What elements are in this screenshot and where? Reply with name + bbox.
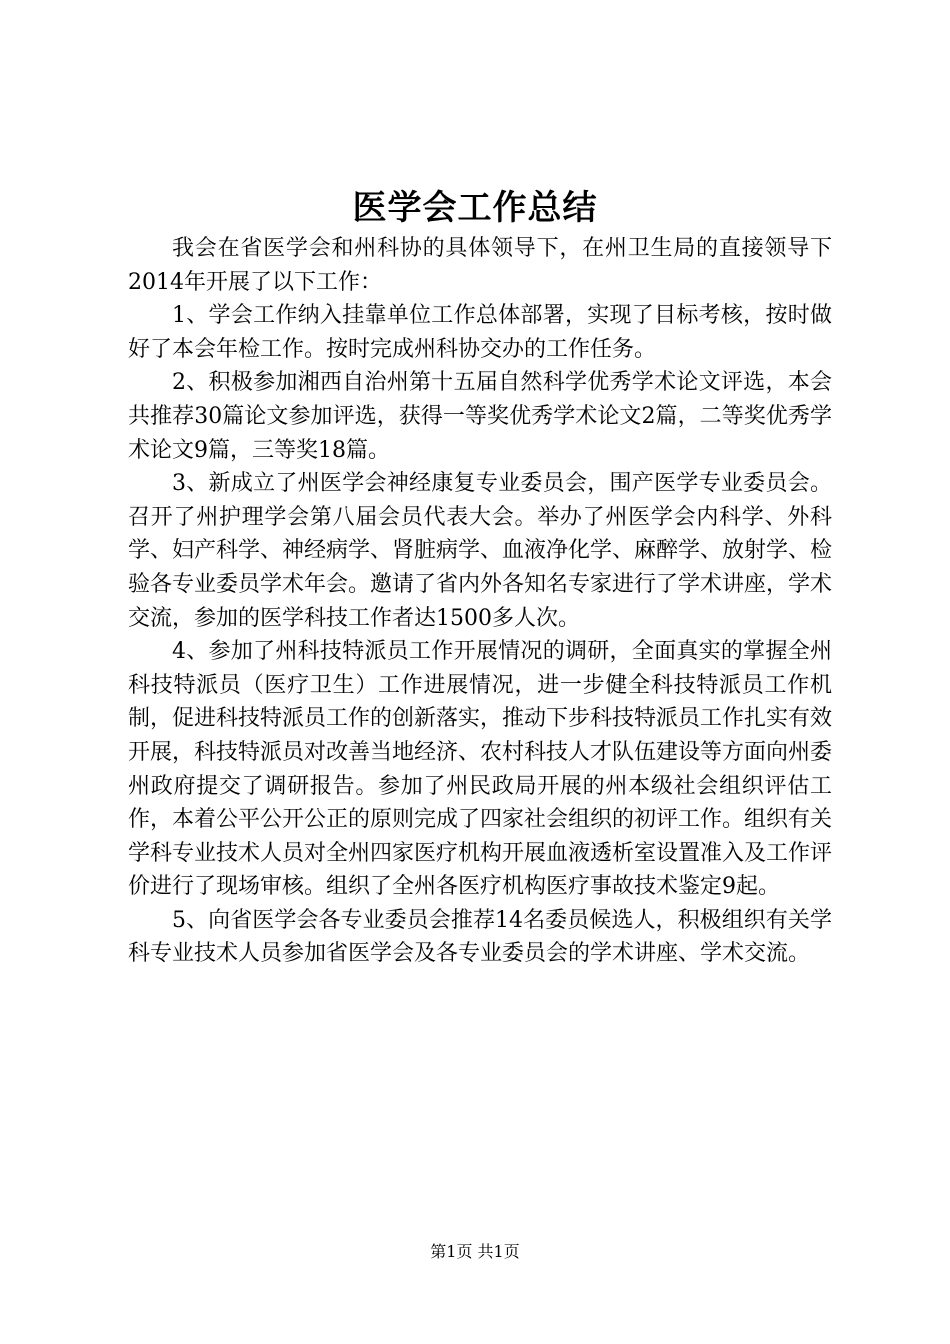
paragraph-item-3: 3、新成立了州医学会神经康复专业委员会，围产医学专业委员会。召开了州护理学会第八届会员代表大会。举办了州医学会内科学、外科学、妇产科学、神经病学、肾脏病学、血液净化学、麻醉学、放射学、检验各专业委员学术年会。邀请了省内外各知名专家进行了学术讲座，学术交流，参加的医学科技工作者达1500多人次。 [128, 471, 833, 631]
paragraph-intro: 我会在省医学会和州科协的具体领导下，在州卫生局的直接领导下2014年开展了以下工作： [128, 236, 832, 295]
paragraph-item-5: 5、向省医学会各专业委员会推荐14名委员候选人，积极组织有关学科专业技术人员参加省医学会及各专业委员会的学术讲座、学术交流。 [128, 907, 832, 967]
paragraph-item-2: 2、积极参加湘西自治州第十五届自然科学优秀学术论文评选，本会共推荐30篇论文参加评选，获得一等奖优秀学术论文2篇，二等奖优秀学术论文9篇，三等奖18篇。 [128, 370, 832, 463]
document-title: 医学会工作总结 [352, 188, 598, 228]
document-body [128, 232, 832, 971]
page-footer: 第1页 共1页 [430, 1242, 520, 1261]
paragraph-item-1: 1、学会工作纳入挂靠单位工作总体部署，实现了目标考核，按时做好了本会年检工作。按时完成州科协交办的工作任务。 [128, 303, 832, 362]
paragraph-item-4: 4、参加了州科技特派员工作开展情况的调研，全面真实的掌握全州科技特派员（医疗卫生）工作进展情况，进一步健全科技特派员工作机制，促进科技特派员工作的创新落实，推动下步科技特派员工作扎实有效开展，科技特派员对改善当地经济、农村科技人才队伍建设等方面向州委州政府提交了调研报告。参加了州民政局开展的州本级社会组织评估工作，本着公平公开公正的原则完成了四家社会组织的初评工作。组织有关学科专业技术人员对全州四家医疗机构开展血液透析室设置准入及工作评价进行了现场审核。组织了全州各医疗机构医疗事故技术鉴定9起。 [128, 639, 833, 900]
